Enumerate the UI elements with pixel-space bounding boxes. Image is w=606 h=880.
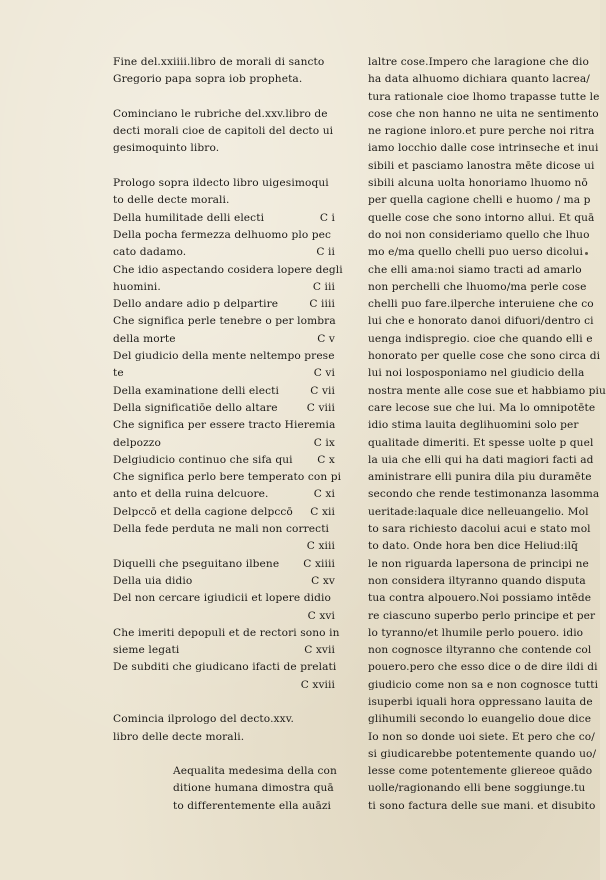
- rubric-line: [113, 365, 335, 382]
- line-text: Dello andare adio p delpartire: [113, 298, 279, 311]
- rubric-line: [113, 452, 335, 469]
- right-column: [368, 54, 606, 815]
- chapter-ref: C iii: [312, 280, 335, 293]
- rubric-line: [113, 296, 335, 313]
- blank-line: [113, 694, 335, 711]
- text-line: to dato. Onde hora ben dice Heliud:ilq̄: [368, 540, 578, 553]
- text-line: tua contra alpouero.Noi possiamo intēde: [368, 592, 592, 605]
- line-text: Prologo sopra ildecto libro uigesimoqui: [113, 177, 329, 190]
- line-text: Della pocha fermezza delhuomo plo pec: [113, 228, 332, 241]
- text-line: re ciascuno superbo perlo principe et per: [368, 609, 596, 622]
- text-line: [113, 521, 335, 538]
- text-line: [113, 798, 335, 815]
- text-line: Io non so donde uoi siete. Et pero che co/: [368, 730, 595, 743]
- text-line: [113, 469, 342, 486]
- text-line: do noi non consideriamo quello che lhuo: [368, 228, 590, 241]
- text-line: [113, 763, 335, 780]
- text-line: secondo che rende testimonanza lasomma: [368, 488, 600, 501]
- chapter-ref: C iiii: [309, 298, 335, 311]
- line-text: Aequalita medesima della con: [173, 765, 337, 778]
- text-line: [113, 313, 335, 330]
- chapter-ref: C vi: [313, 367, 335, 380]
- text-line: [113, 417, 335, 434]
- line-text: Delpccō et della cagione delpccō: [113, 505, 293, 518]
- text-line: [113, 262, 343, 279]
- chapter-ref: C xviii: [300, 678, 335, 691]
- rubric-line: [113, 400, 335, 417]
- text-line: sibili et pasciamo lanostra mēte dicose ui: [368, 159, 595, 172]
- chapter-ref: C ix: [313, 436, 335, 449]
- text-line: care lecose sue che lui. Ma lo omnipotēte: [368, 401, 596, 414]
- text-line: [113, 175, 335, 192]
- line-text: Della examinatione delli electi: [113, 384, 280, 397]
- rubric-line: [113, 556, 335, 573]
- line-text: te: [113, 367, 124, 380]
- rubric-line: [113, 331, 335, 348]
- line-text: Che imeriti depopuli et de rectori sono in: [113, 626, 340, 639]
- chapter-ref: C xv: [311, 574, 335, 587]
- chapter-ref: C xi: [313, 488, 335, 501]
- text-line: [113, 123, 335, 140]
- rubric-line: [113, 677, 335, 694]
- text-line: qualitade dimeriti. Et spesse uolte p quel: [368, 436, 594, 449]
- text-line: quelle cose che sono intorno allui. Et quā: [368, 211, 595, 224]
- line-text: cato dadamo.: [113, 246, 187, 259]
- text-line: ha data alhuomo dichiara quanto lacrea/: [368, 73, 590, 86]
- text-line: [113, 729, 335, 746]
- line-text: della morte: [113, 332, 176, 345]
- line-text: libro delle decte morali.: [113, 730, 245, 743]
- chapter-ref: C xiii: [306, 540, 335, 553]
- rubric-line: [113, 642, 335, 659]
- text-line: le non riguarda lapersona de principi ne: [368, 557, 589, 570]
- text-line: to sara richiesto dacolui acui e stato mol: [368, 523, 591, 536]
- text-line: sibili alcuna uolta honoriamo lhuomo nō: [368, 177, 588, 190]
- line-text: Cominciano le rubriche del.xxv.libro de: [113, 107, 328, 120]
- chapter-ref: C xiiii: [303, 557, 335, 570]
- chapter-ref: C viii: [306, 401, 335, 414]
- text-line: che elli ama:noi siamo tracti ad amarlo: [368, 263, 582, 276]
- rubric-line: [113, 608, 335, 625]
- blank-line: [113, 89, 335, 106]
- text-line: [113, 54, 335, 71]
- text-line: [113, 106, 335, 123]
- text-line: uenga indispregio. cioe che quando elli e: [368, 332, 593, 345]
- text-line: non considera iltyranno quando disputa: [368, 574, 586, 587]
- line-text: Della significatiōe dello altare: [113, 401, 278, 414]
- text-line: [113, 625, 340, 642]
- rubric-line: [113, 538, 335, 555]
- line-text: Che significa perlo bere temperato con pi: [113, 471, 342, 484]
- text-line: pouero.pero che esso dice o de dire ildi di: [368, 661, 598, 674]
- text-line: lui che e honorato danoi difuori/dentro ci: [368, 315, 594, 328]
- rubric-line: [113, 486, 335, 503]
- text-line: cose che non hanno ne uita ne sentimento: [368, 107, 599, 120]
- text-line: laltre cose.Impero che laragione che dio: [368, 56, 589, 68]
- rubric-line: [113, 244, 335, 261]
- line-text: Della uia didio: [113, 574, 193, 587]
- text-line: non perchelli che lhuomo/ma perle cose: [368, 280, 587, 293]
- text-line: [113, 71, 335, 88]
- text-line: [113, 140, 335, 157]
- blank-line: [113, 746, 335, 763]
- text-line: glihumili secondo lo euangelio doue dice: [368, 713, 592, 726]
- chapter-ref: C xvii: [304, 644, 335, 657]
- chapter-ref: C ii: [316, 246, 335, 259]
- line-text: Della fede perduta ne mali non correcti: [113, 523, 330, 536]
- text-line: lui noi losposponiamo nel giudicio della: [368, 367, 585, 380]
- line-text: sieme legati: [113, 644, 180, 657]
- text-line: idio stima lauita deglihuomini solo per: [368, 419, 579, 432]
- chapter-ref: C x: [317, 453, 335, 466]
- text-line: tura rationale cioe lhomo trapasse tutte le: [368, 90, 600, 103]
- text-line: si giudicarebbe potentemente quando uo/: [368, 747, 597, 760]
- text-line: lesse come potentemente gliereoe quādo: [368, 765, 593, 778]
- chapter-ref: C i: [319, 211, 335, 224]
- chapter-ref: C xii: [310, 505, 335, 518]
- text-line: iamo locchio dalle cose intrinseche et inui: [368, 142, 599, 155]
- rubric-line: [113, 573, 335, 590]
- line-text: Del giudicio della mente neltempo prese: [113, 350, 335, 363]
- text-line: [113, 192, 335, 209]
- line-text: to differentemente ella auāzi: [173, 799, 332, 812]
- ink-speck: [585, 252, 588, 255]
- line-text: Che significa per essere tracto Hieremia: [113, 419, 336, 432]
- text-line: isuperbi iquali hora oppressano lauita de: [368, 695, 593, 708]
- line-text: Che idio aspectando cosidera lopere degli: [113, 263, 343, 276]
- rubric-line: [113, 210, 335, 227]
- text-line: ne ragione inloro.et pure perche noi ritra: [368, 125, 595, 138]
- text-line: ti sono factura delle sue mani. et disubito: [368, 799, 596, 812]
- text-line: non cognosce iltyranno che contende col: [368, 644, 592, 657]
- line-text: huomini.: [113, 280, 161, 293]
- line-text: decti morali cioe de capitoli del decto ui: [113, 125, 334, 138]
- text-line: nostra mente alle cose sue et habbiamo piu: [368, 384, 606, 397]
- left-column: [113, 54, 343, 815]
- text-line: ueritade:laquale dice nelleuangelio. Mol: [368, 505, 589, 518]
- rubric-line: [113, 435, 335, 452]
- text-line: chelli puo fare.ilperche interuiene che co: [368, 298, 594, 311]
- blank-line: [113, 158, 335, 175]
- chapter-ref: C xvi: [307, 609, 335, 622]
- line-text: Gregorio papa sopra iob propheta.: [113, 73, 303, 86]
- line-text: Fine del.xxiiii.libro de morali di sancto: [113, 56, 325, 68]
- text-line: [113, 711, 335, 728]
- text-line: honorato per quelle cose che sono circa di: [368, 350, 601, 363]
- text-line: [113, 590, 335, 607]
- chapter-ref: C vii: [310, 384, 335, 397]
- line-text: Della humilitade delli electi: [113, 211, 265, 224]
- line-text: De subditi che giudicano ifacti de prelati: [113, 661, 337, 674]
- text-line: [113, 780, 335, 797]
- line-text: Diquelli che pseguitano ilbene: [113, 557, 280, 570]
- text-line: [113, 348, 335, 365]
- text-line: lo tyranno/et lhumile perlo pouero. idio: [368, 626, 584, 639]
- line-text: Delgiudicio continuo che sifa qui: [113, 453, 293, 466]
- rubric-line: [113, 383, 335, 400]
- text-line: per quella cagione chelli e huomo / ma p: [368, 194, 591, 207]
- line-text: Che significa perle tenebre o per lombra: [113, 315, 336, 328]
- line-text: ditione humana dimostra quā: [173, 782, 334, 795]
- rubric-line: [113, 279, 335, 296]
- chapter-ref: C v: [317, 332, 335, 345]
- text-line: [113, 659, 335, 676]
- line-text: delpozzo: [113, 436, 161, 449]
- line-text: Del non cercare igiudicii et lopere didio: [113, 592, 331, 605]
- text-line: [113, 227, 335, 244]
- rubric-line: [113, 504, 335, 521]
- text-line: giudicio come non sa e non cognosce tutti: [368, 678, 599, 691]
- line-text: Comincia ilprologo del decto.xxv.: [113, 713, 294, 726]
- text-line: la uia che elli qui ha dati magiori facti ad: [368, 453, 594, 466]
- text-line: mo e/ma quello chelli puo uerso dicolui: [368, 246, 583, 259]
- text-line: uolle/ragionando elli bene soggiunge.tu: [368, 782, 586, 795]
- line-text: gesimoquinto libro.: [113, 142, 220, 155]
- text-line: aministrare elli punira dila piu duramēte: [368, 471, 592, 484]
- line-text: anto et della ruina delcuore.: [113, 488, 269, 501]
- line-text: to delle decte morali.: [113, 194, 230, 207]
